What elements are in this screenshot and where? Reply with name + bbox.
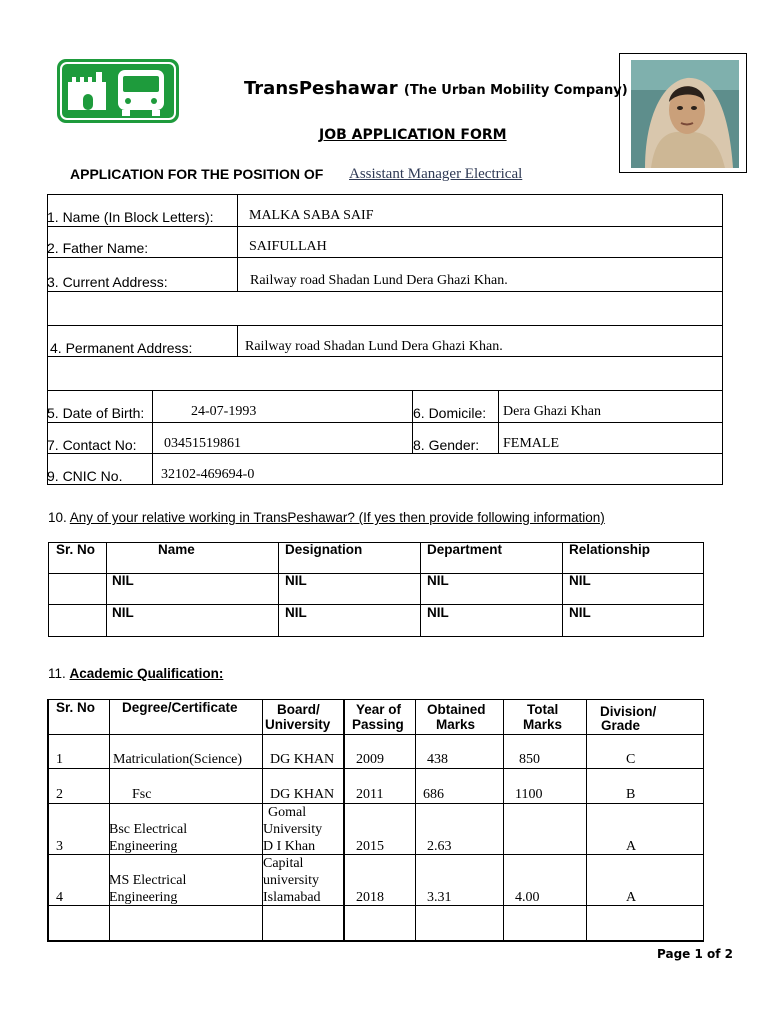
acad-cell-degree: Fsc	[132, 787, 152, 802]
acad-cell-grade: A	[626, 890, 637, 905]
acad-cell-board: Capital	[263, 856, 304, 871]
acad-header-division: Division/	[600, 704, 657, 719]
acad-cell-total: 850	[519, 752, 540, 767]
acad-cell-year: 2011	[356, 787, 384, 802]
acad-cell-srno: 1	[56, 752, 63, 767]
acad-cell-degree: MS Electrical	[109, 873, 187, 888]
position-label: APPLICATION FOR THE POSITION OF	[70, 166, 324, 182]
page-number: Page 1 of 2	[657, 947, 733, 961]
acad-cell-degree: Engineering	[109, 890, 178, 905]
contact-label: 7. Contact No:	[47, 437, 137, 453]
acad-cell-total: 4.00	[515, 890, 540, 905]
acad-cell-board: DG KHAN	[270, 787, 335, 802]
rel-cell-department: NIL	[427, 605, 449, 620]
acad-header-university: University	[265, 717, 331, 732]
acad-header-srno: Sr. No	[56, 700, 96, 715]
domicile-field[interactable]: Dera Ghazi Khan	[503, 404, 601, 419]
acad-cell-board: University	[263, 822, 323, 837]
acad-header-grade: Grade	[601, 718, 641, 733]
cnic-field[interactable]: 32102-469694-0	[161, 467, 255, 482]
acad-cell-board: D I Khan	[263, 839, 316, 854]
acad-header-obtained: Obtained	[427, 702, 486, 717]
acad-cell-board: DG KHAN	[270, 752, 335, 767]
gender-label: 8. Gender:	[413, 437, 480, 453]
acad-cell-board: university	[263, 873, 319, 888]
current-address-field[interactable]: Railway road Shadan Lund Dera Ghazi Khan.	[250, 273, 508, 288]
rel-cell-designation: NIL	[285, 573, 307, 588]
acad-header-total-marks: Marks	[523, 717, 563, 732]
gender-field[interactable]: FEMALE	[503, 436, 559, 451]
acad-header-board: Board/	[277, 702, 320, 717]
rel-header-name: Name	[158, 542, 195, 557]
acad-cell-srno: 4	[56, 890, 63, 905]
acad-cell-obtained: 686	[423, 787, 444, 802]
acad-cell-grade: A	[626, 839, 637, 854]
rel-header-relationship: Relationship	[569, 542, 651, 557]
acad-cell-degree: Matriculation(Science)	[113, 752, 243, 767]
rel-cell-name: NIL	[112, 605, 134, 620]
form-title: JOB APPLICATION FORM	[319, 127, 507, 143]
transpeshawar-logo	[56, 58, 180, 124]
acad-header-passing: Passing	[352, 717, 404, 732]
acad-cell-obtained: 2.63	[427, 839, 452, 854]
father-name-field[interactable]: SAIFULLAH	[249, 239, 327, 254]
acad-header-obtained-marks: Marks	[436, 717, 476, 732]
acad-cell-year: 2009	[356, 752, 384, 767]
academic-title	[48, 666, 223, 681]
rel-cell-name: NIL	[112, 573, 134, 588]
rel-header-department: Department	[427, 542, 503, 557]
domicile-label: 6. Domicile:	[413, 405, 487, 421]
acad-cell-year: 2015	[356, 839, 384, 854]
company-name	[244, 78, 628, 99]
acad-cell-degree: Engineering	[109, 839, 178, 854]
company-title: TransPeshawar	[244, 78, 398, 99]
relatives-question	[48, 510, 605, 525]
acad-header-total: Total	[527, 702, 559, 717]
acad-cell-srno: 3	[56, 839, 63, 854]
dob-field[interactable]: 24-07-1993	[191, 404, 257, 419]
relatives-question-number: 10.	[48, 510, 67, 525]
permanent-address-label: 4. Permanent Address:	[50, 340, 193, 356]
acad-cell-obtained: 438	[427, 752, 448, 767]
acad-cell-board: Islamabad	[263, 890, 321, 905]
acad-cell-grade: B	[626, 787, 636, 802]
rel-header-designation: Designation	[285, 542, 363, 557]
contact-field[interactable]: 03451519861	[164, 436, 241, 451]
current-address-label: 3. Current Address:	[47, 274, 168, 290]
father-name-label: 2. Father Name:	[47, 240, 149, 256]
relatives-question-text: Any of your relative working in TransPeshawar? (If yes then provide following information)	[69, 510, 605, 525]
dob-label: 5. Date of Birth:	[47, 405, 145, 421]
acad-cell-total: 1100	[515, 787, 543, 802]
acad-cell-year: 2018	[356, 890, 384, 905]
acad-cell-obtained: 3.31	[427, 890, 452, 905]
rel-cell-relationship: NIL	[569, 573, 591, 588]
acad-header-year: Year of	[356, 702, 402, 717]
rel-cell-designation: NIL	[285, 605, 307, 620]
acad-cell-grade: C	[626, 752, 636, 767]
academic-title-number: 11.	[48, 666, 66, 681]
company-subtitle: (The Urban Mobility Company)	[403, 83, 628, 98]
name-label: 1. Name (In Block Letters):	[47, 209, 214, 225]
cnic-label: 9. CNIC No.	[47, 468, 123, 484]
acad-cell-srno: 2	[56, 787, 63, 802]
acad-cell-board: Gomal	[268, 805, 307, 820]
rel-cell-department: NIL	[427, 573, 449, 588]
rel-cell-relationship: NIL	[569, 605, 591, 620]
acad-header-degree: Degree/Certificate	[122, 700, 238, 715]
rel-header-srno: Sr. No	[56, 542, 96, 557]
permanent-address-field[interactable]: Railway road Shadan Lund Dera Ghazi Khan.	[245, 339, 503, 354]
applicant-photo	[631, 60, 739, 168]
name-field[interactable]: MALKA SABA SAIF	[249, 208, 374, 223]
position-value: Assistant Manager Electrical	[349, 166, 523, 182]
acad-cell-degree: Bsc Electrical	[109, 822, 188, 837]
academic-title-text: Academic Qualification:	[69, 666, 224, 681]
